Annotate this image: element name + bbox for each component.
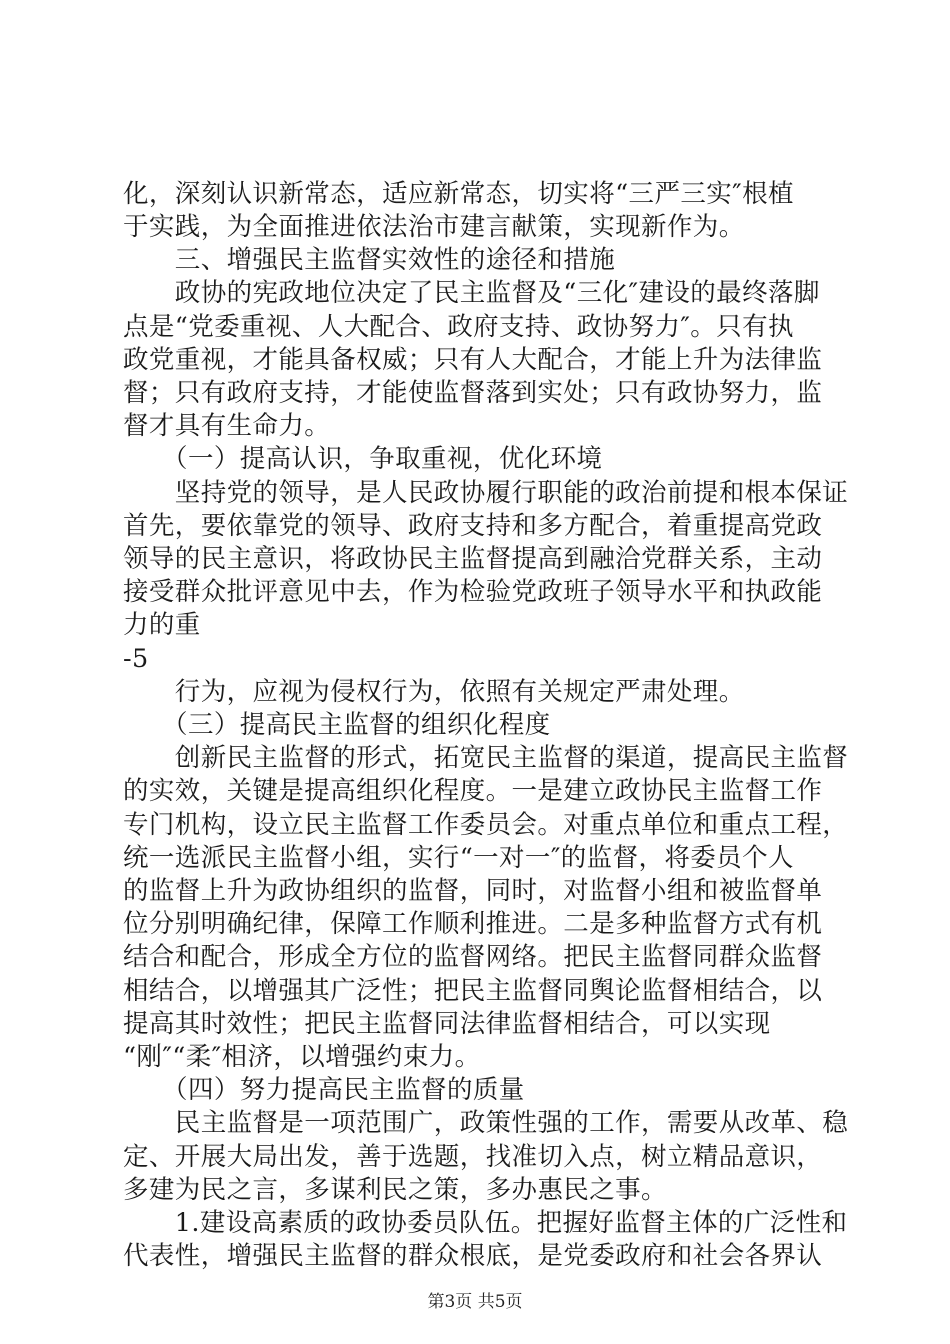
text-line: 于实践，为全面推进依法治市建言献策，实现新作为。 bbox=[123, 212, 745, 242]
subsection-heading: （四）努力提高民主监督的质量 bbox=[123, 1075, 525, 1105]
text-line: 政党重视，才能具备权威；只有人大配合，才能上升为法律监 bbox=[123, 345, 823, 375]
subsection-heading: （三）提高民主监督的组织化程度 bbox=[123, 710, 551, 740]
text-line: 力的重 bbox=[123, 610, 201, 640]
text-line: 位分别明确纪律，保障工作顺利推进。二是多种监督方式有机 bbox=[123, 909, 823, 939]
text-line: 定、开展大局出发，善于选题，找准切入点，树立精品意识， bbox=[123, 1142, 823, 1172]
text-line: 结合和配合，形成全方位的监督网络。把民主监督同群众监督 bbox=[123, 942, 823, 972]
text-line: 代表性，增强民主监督的群众根底，是党委政府和社会各界认 bbox=[123, 1241, 823, 1271]
text-line: 多建为民之言，多谋利民之策，多办惠民之事。 bbox=[123, 1175, 667, 1205]
text-line: 的监督上升为政协组织的监督，同时，对监督小组和被监督单 bbox=[123, 876, 823, 906]
text-line: 民主监督是一项范围广，政策性强的工作，需要从改革、稳 bbox=[123, 1108, 849, 1138]
text-line: 坚持党的领导，是人民政协履行职能的政治前提和根本保证 bbox=[123, 478, 849, 508]
text-line: 督才具有生命力。 bbox=[123, 411, 331, 441]
text-line: 行为，应视为侵权行为，依照有关规定严肃处理。 bbox=[123, 677, 745, 707]
text-line: 政协的宪政地位决定了民主监督及“三化″建设的最终落脚 bbox=[123, 278, 820, 308]
subsection-heading: （一）提高认识，争取重视，优化环境 bbox=[123, 444, 603, 474]
text-line: “刚″“柔″相济，以增强约束力。 bbox=[123, 1042, 481, 1072]
text-line: 提高其时效性；把民主监督同法律监督相结合，可以实现 bbox=[123, 1009, 771, 1039]
text-line: 的实效，关键是提高组织化程度。一是建立政协民主监督工作 bbox=[123, 776, 823, 806]
text-line: 相结合，以增强其广泛性；把民主监督同舆论监督相结合，以 bbox=[123, 976, 823, 1006]
page-footer: 第3页 共5页 bbox=[427, 1292, 523, 1312]
text-line: 统一选派民主监督小组，实行“一对一″的监督，将委员个人 bbox=[123, 843, 794, 873]
page-marker: -5 bbox=[123, 644, 149, 674]
section-heading: 三、增强民主监督实效性的途径和措施 bbox=[123, 245, 616, 275]
text-line: 创新民主监督的形式，拓宽民主监督的渠道，提高民主监督 bbox=[123, 743, 849, 773]
text-line: 化，深刻认识新常态，适应新常态，切实将“三严三实″根植 bbox=[123, 179, 794, 209]
text-line: 专门机构，设立民主监督工作委员会。对重点单位和重点工程， bbox=[123, 810, 849, 840]
text-line: 接受群众批评意见中去，作为检验党政班子领导水平和执政能 bbox=[123, 577, 823, 607]
text-line: 点是“党委重视、人大配合、政府支持、政协努力″。只有执 bbox=[123, 312, 794, 342]
text-line: 首先，要依靠党的领导、政府支持和多方配合，着重提高党政 bbox=[123, 511, 823, 541]
text-line: 领导的民主意识，将政协民主监督提高到融洽党群关系，主动 bbox=[123, 544, 823, 574]
text-line: 督；只有政府支持，才能使监督落到实处；只有政协努力，监 bbox=[123, 378, 823, 408]
text-line: 1.建设高素质的政协委员队伍。把握好监督主体的广泛性和 bbox=[123, 1208, 848, 1238]
